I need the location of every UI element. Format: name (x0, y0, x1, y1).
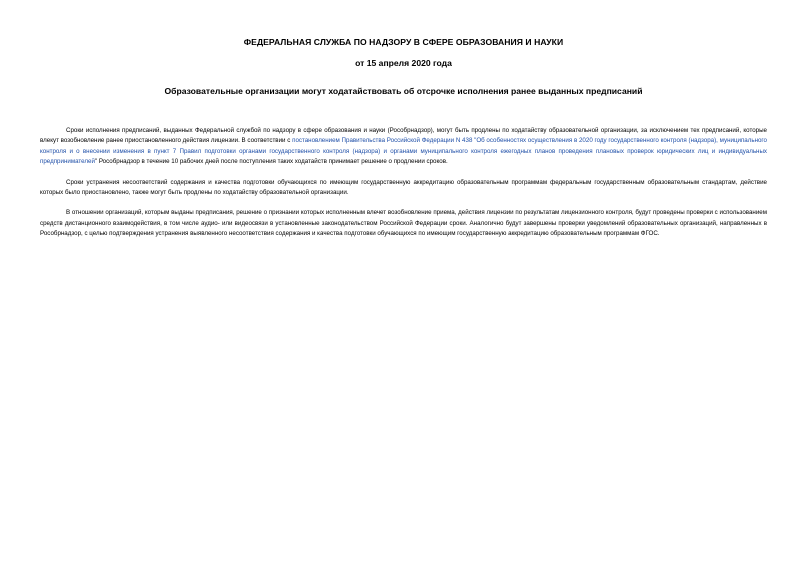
paragraph-1-text-after: " Рособрнадзор в течение 10 рабочих дней после поступления таких ходатайств принимает решение о продлении сроков. (94, 158, 448, 166)
inspection-plan-rules-link[interactable]: Правил подготовки органами государственного контроля (надзора) и органами муниципального контроля ежегодных планов проведения плановых проверок юридических лиц и индивидуальных предпринимателей (40, 147, 767, 166)
document-body (40, 126, 767, 250)
paragraph-3: В отношении организаций, которым выданы предписания, решение о признании которых исполненным влечет возобновление приема, действия лицензии по результатам лицензионного контроля, будут проведены проверки с использованием средств дистанционного взаимодействия, в том числе аудио- или видеосвязи в установленные законодательством Российской Федерации сроки. Аналогично будут завершены проверки уведомлений образовательных организаций, направленных в Рособрнадзор, с целью подтверждения устранения выявленного несоответствия содержания и качества подготовки обучающихся по имеющим государственную аккредитацию образовательным программам ФГОС. (40, 209, 767, 238)
paragraph-1 (40, 126, 767, 168)
paragraph-1-text-before: Сроки исполнения предписаний, выданных Федеральной службой по надзору в сфере образования и науки (Рособрнадзор), могут быть продлены по ходатайству образовательной организации, за исключением тех предписаний, которые влекут возобновление ранее приостановленного действия лицензии. В соответствии с (40, 127, 767, 145)
document-headline: Образовательные организации могут ходатайствовать об отсрочке исполнения ранее выданных предписаний (164, 86, 643, 96)
document-date: от 15 апреля 2020 года (355, 58, 452, 68)
paragraph-2: Сроки устранения несоответствий содержания и качества подготовки обучающихся по имеющим государственную аккредитацию образовательным программам федеральным государственным образовательным стандартам, действие которых было приостановлено, также могут быть продлены по ходатайству образовательной организации. (40, 178, 767, 197)
resolution-438-link[interactable]: постановлением Правительства Российской Федерации N 438 "Об особенностях осуществления в 2020 году государственного контроля (надзора), муниципального контроля и о внесении изменения в пункт 7 (40, 137, 767, 155)
agency-name: ФЕДЕРАЛЬНАЯ СЛУЖБА ПО НАДЗОРУ В СФЕРЕ ОБРАЗОВАНИЯ И НАУКИ (243, 37, 564, 47)
